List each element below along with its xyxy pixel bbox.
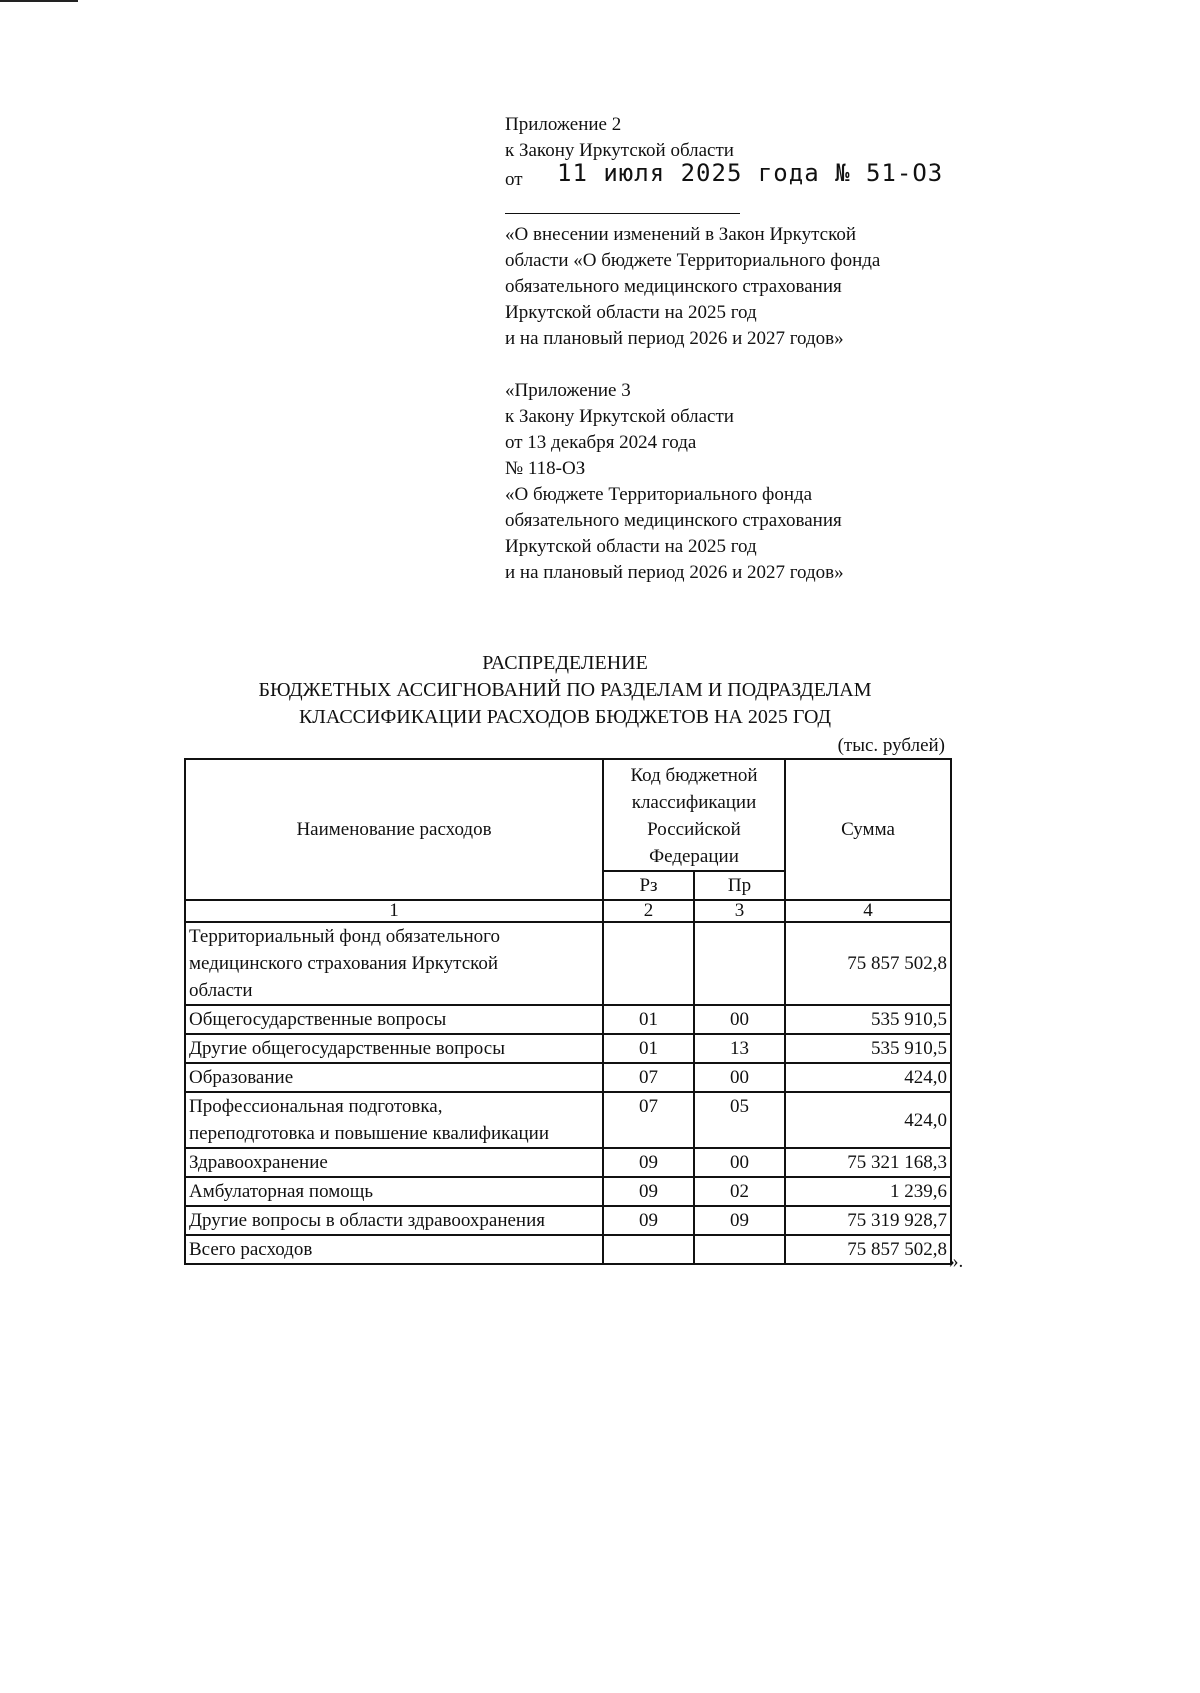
- row-rz: 09: [603, 1206, 694, 1235]
- column-number: 2: [603, 900, 694, 922]
- row-name: Общегосударственные вопросы: [185, 1005, 603, 1034]
- total-row: [185, 1235, 951, 1264]
- row-sum: 535 910,5: [785, 1034, 951, 1063]
- table-row: [185, 1005, 951, 1034]
- row-rz: 09: [603, 1148, 694, 1177]
- row-rz: [603, 1235, 694, 1264]
- row-sum: 75 321 168,3: [785, 1148, 951, 1177]
- column-number: 1: [185, 900, 603, 922]
- row-pr: 13: [694, 1034, 785, 1063]
- total-label: Всего расходов: [185, 1235, 603, 1264]
- row-sum: 75 857 502,8: [785, 922, 951, 1005]
- table-row: [185, 1092, 951, 1148]
- row-sum: 424,0: [785, 1092, 951, 1148]
- document-title: [180, 650, 950, 731]
- title-line-3: КЛАССИФИКАЦИИ РАСХОДОВ БЮДЖЕТОВ НА 2025 ГОД: [298, 706, 832, 728]
- row-rz: 07: [603, 1063, 694, 1092]
- table-row: [185, 1148, 951, 1177]
- law-reference: к Закону Иркутской области: [505, 140, 734, 161]
- header-pr-cell: Пр: [694, 871, 785, 900]
- row-pr: 00: [694, 1005, 785, 1034]
- row-name: Другие вопросы в области здравоохранения: [185, 1206, 603, 1235]
- table-row: [185, 1034, 951, 1063]
- table-row: [185, 1063, 951, 1092]
- column-number: 3: [694, 900, 785, 922]
- amend-title-line: и на плановый период 2026 и 2027 годов»: [505, 328, 844, 349]
- amend-title-line: области «О бюджете Территориального фонда: [505, 250, 881, 271]
- row-sum: 424,0: [785, 1063, 951, 1092]
- date-prefix: от: [505, 169, 523, 190]
- row-rz: 01: [603, 1005, 694, 1034]
- signature-rule: [505, 213, 740, 214]
- scan-edge-mark: [0, 0, 78, 2]
- row-sum: 1 239,6: [785, 1177, 951, 1206]
- original-ref-line: обязательного медицинского страхования: [505, 510, 842, 531]
- row-name: Другие общегосударственные вопросы: [185, 1034, 603, 1063]
- row-pr: [694, 922, 785, 1005]
- row-sum: 75 319 928,7: [785, 1206, 951, 1235]
- row-sum: 535 910,5: [785, 1005, 951, 1034]
- row-pr: 00: [694, 1063, 785, 1092]
- row-pr: [694, 1235, 785, 1264]
- row-pr: 09: [694, 1206, 785, 1235]
- original-ref-line: Иркутской области на 2025 год: [505, 536, 757, 557]
- row-rz: 01: [603, 1034, 694, 1063]
- appendix-header: [505, 112, 975, 586]
- budget-table: [184, 758, 952, 1265]
- row-name: Территориальный фонд обязательного медицинского страхования Иркутской области: [185, 922, 603, 1005]
- header-sum-cell: Сумма: [785, 759, 951, 900]
- law-date-line: [505, 159, 975, 193]
- row-name: Здравоохранение: [185, 1148, 603, 1177]
- law-date-number: 11 июля 2025 года № 51-ОЗ: [557, 159, 944, 187]
- row-pr: 00: [694, 1148, 785, 1177]
- row-rz: 09: [603, 1177, 694, 1206]
- row-rz: 07: [603, 1092, 694, 1148]
- total-sum: 75 857 502,8: [785, 1235, 951, 1264]
- closing-quote-mark: ».: [949, 1251, 964, 1272]
- column-number: 4: [785, 900, 951, 922]
- original-ref-line: «О бюджете Территориального фонда: [505, 484, 813, 505]
- table-row: [185, 1177, 951, 1206]
- row-pr: 05: [694, 1092, 785, 1148]
- header-rz-cell: Рз: [603, 871, 694, 900]
- title-line-2: БЮДЖЕТНЫХ АССИГНОВАНИЙ ПО РАЗДЕЛАМ И ПОДРАЗДЕЛАМ: [258, 679, 872, 701]
- column-number-row: [185, 900, 951, 922]
- table-header-row: [185, 759, 951, 871]
- row-name: Амбулаторная помощь: [185, 1177, 603, 1206]
- appendix-label: Приложение 2: [505, 114, 622, 135]
- amend-title-line: «О внесении изменений в Закон Иркутской: [505, 224, 857, 245]
- row-name: Образование: [185, 1063, 603, 1092]
- units-label: (тыс. рублей): [837, 735, 945, 756]
- table-row: [185, 922, 951, 1005]
- amend-title-line: обязательного медицинского страхования: [505, 276, 842, 297]
- row-name: Профессиональная подготовка, переподготовка и повышение квалификации: [185, 1092, 603, 1148]
- row-pr: 02: [694, 1177, 785, 1206]
- title-line-1: РАСПРЕДЕЛЕНИЕ: [482, 652, 648, 674]
- row-rz: [603, 922, 694, 1005]
- original-ref-line: и на плановый период 2026 и 2027 годов»: [505, 562, 844, 583]
- original-ref-line: «Приложение 3: [505, 380, 631, 401]
- original-ref-line: № 118-ОЗ: [505, 458, 586, 479]
- original-ref-line: к Закону Иркутской области: [505, 406, 734, 427]
- original-ref-line: от 13 декабря 2024 года: [505, 432, 697, 453]
- header-name-cell: Наименование расходов: [185, 759, 603, 900]
- amend-title-line: Иркутской области на 2025 год: [505, 302, 757, 323]
- header-code-cell: Код бюджетной классификации Российской Федерации: [603, 759, 785, 871]
- table-row: [185, 1206, 951, 1235]
